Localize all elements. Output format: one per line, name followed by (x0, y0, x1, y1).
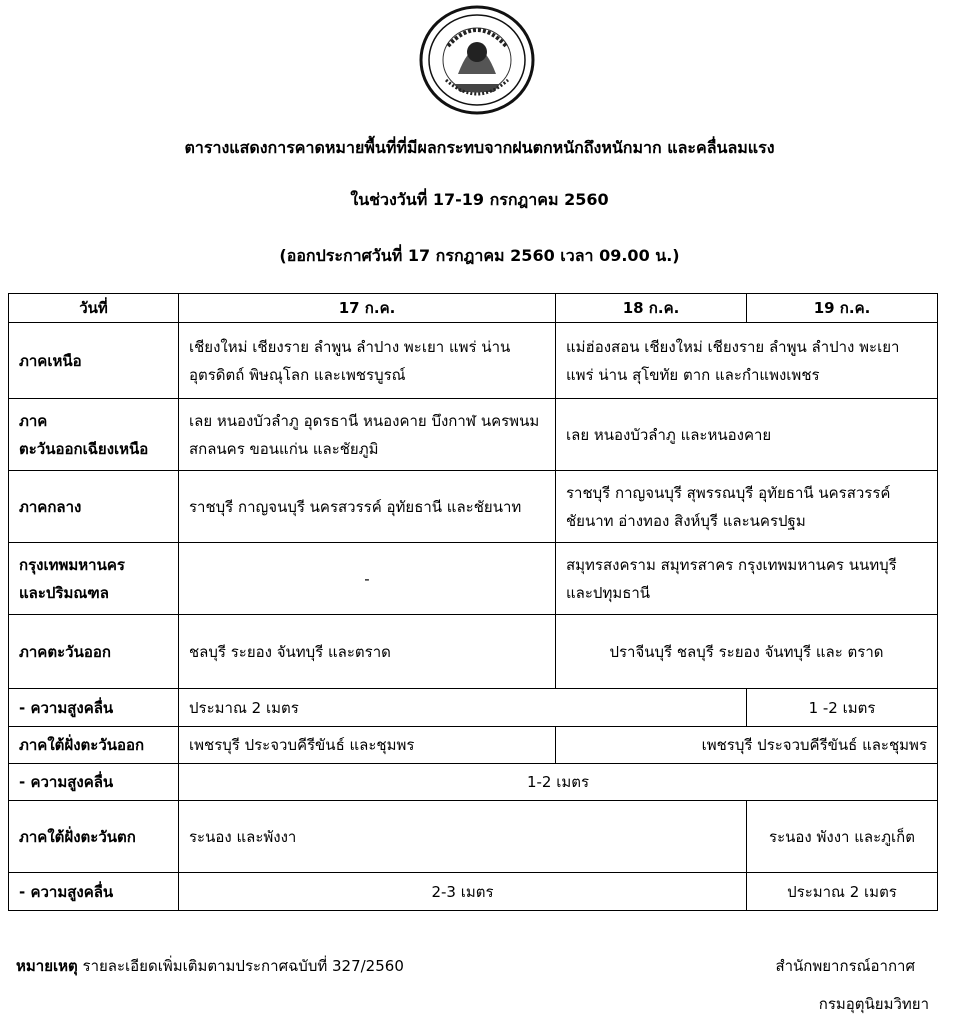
cell-south-west-17-18: ระนอง และพังงา (179, 801, 747, 873)
table-header-row (9, 294, 938, 323)
row-label-bangkok-line2: และปริมณฑล (19, 583, 109, 602)
title-line-3: (ออกประกาศวันที่ 17 กรกฎาคม 2560 เวลา 09.00 น.) (279, 246, 680, 265)
table-row-central (9, 471, 938, 543)
row-label-northeast-line1: ภาค (19, 411, 48, 430)
cell-east-wave-17-18: ประมาณ 2 เมตร (179, 689, 747, 727)
title-line-2: ในช่วงวันที่ 17-19 กรกฎาคม 2560 (350, 190, 609, 209)
row-label-east: ภาคตะวันออก (9, 615, 179, 689)
table-row-south-west (9, 801, 938, 873)
cell-east-wave-19: 1 -2 เมตร (747, 689, 938, 727)
table-row-north (9, 323, 938, 399)
row-label-north: ภาคเหนือ (9, 323, 179, 399)
department-seal (418, 4, 536, 116)
table-row-east (9, 615, 938, 689)
forecast-table (8, 293, 938, 911)
table-row-south-west-wave (9, 873, 938, 911)
cell-north-17: เชียงใหม่ เชียงราย ลำพูน ลำปาง พะเยา แพร่ น่าน อุตรดิตถ์ พิษณุโลก และเพชรบูรณ์ (179, 323, 556, 399)
row-label-east-wave: - ความสูงคลื่น (9, 689, 179, 727)
row-label-northeast (9, 399, 179, 471)
row-label-south-east: ภาคใต้ฝั่งตะวันออก (9, 727, 179, 764)
row-label-northeast-line2: ตะวันออกเฉียงเหนือ (19, 439, 149, 458)
cell-central-18-19: ราชบุรี กาญจนบุรี สุพรรณบุรี อุทัยธานี นครสวรรค์ ชัยนาท อ่างทอง สิงห์บุรี และนครปฐม (556, 471, 938, 543)
title-line-1: ตารางแสดงการคาดหมายพื้นที่ที่มีผลกระทบจากฝนตกหนักถึงหนักมาก และคลื่นลมแรง (184, 138, 775, 157)
cell-north-18-19: แม่ฮ่องสอน เชียงใหม่ เชียงราย ลำพูน ลำปาง พะเยา แพร่ น่าน สุโขทัย ตาก และกำแพงเพชร (556, 323, 938, 399)
cell-east-17: ชลบุรี ระยอง จันทบุรี และตราด (179, 615, 556, 689)
header-19: 19 ก.ค. (747, 294, 938, 323)
table-row-east-wave (9, 689, 938, 727)
row-label-south-east-wave: - ความสูงคลื่น (9, 764, 179, 801)
header-18: 18 ก.ค. (556, 294, 747, 323)
row-label-south-west-wave: - ความสูงคลื่น (9, 873, 179, 911)
cell-central-17: ราชบุรี กาญจนบุรี นครสวรรค์ อุทัยธานี และชัยนาท (179, 471, 556, 543)
table-row-south-east (9, 727, 938, 764)
header-date: วันที่ (9, 294, 179, 323)
row-label-bangkok-line1: กรุงเทพมหานคร (19, 555, 125, 574)
signature-department: กรมอุตุนิยมวิทยา (818, 995, 929, 1013)
table-row-south-east-wave (9, 764, 938, 801)
row-label-south-west: ภาคใต้ฝั่งตะวันตก (9, 801, 179, 873)
table-row-northeast (9, 399, 938, 471)
cell-bangkok-18-19: สมุทรสงคราม สมุทรสาคร กรุงเทพมหานคร นนทบุรี และปทุมธานี (556, 543, 938, 615)
cell-south-east-18-19: เพชรบุรี ประจวบคีรีขันธ์ และชุมพร (556, 727, 938, 764)
cell-northeast-17: เลย หนองบัวลำภู อุดรธานี หนองคาย บึงกาฬ นครพนม สกลนคร ขอนแก่น และชัยภูมิ (179, 399, 556, 471)
cell-south-west-wave-17-18: 2-3 เมตร (179, 873, 747, 911)
signature-office: สำนักพยากรณ์อากาศ (775, 957, 915, 975)
row-label-central: ภาคกลาง (9, 471, 179, 543)
cell-bangkok-17: - (179, 543, 556, 615)
footnote-text: รายละเอียดเพิ่มเติมตามประกาศฉบับที่ 327/2560 (82, 957, 404, 975)
cell-northeast-18-19: เลย หนองบัวลำภู และหนองคาย (556, 399, 938, 471)
cell-south-east-17: เพชรบุรี ประจวบคีรีขันธ์ และชุมพร (179, 727, 556, 764)
cell-south-west-wave-19: ประมาณ 2 เมตร (747, 873, 938, 911)
footnote (16, 954, 404, 978)
cell-east-18-19: ปราจีนบุรี ชลบุรี ระยอง จันทบุรี และ ตราด (556, 615, 938, 689)
footnote-label: หมายเหตุ (16, 957, 78, 975)
cell-south-east-wave-all: 1-2 เมตร (179, 764, 938, 801)
row-label-bangkok (9, 543, 179, 615)
table-row-bangkok (9, 543, 938, 615)
cell-south-west-19: ระนอง พังงา และภูเก็ต (747, 801, 938, 873)
header-17: 17 ก.ค. (179, 294, 556, 323)
